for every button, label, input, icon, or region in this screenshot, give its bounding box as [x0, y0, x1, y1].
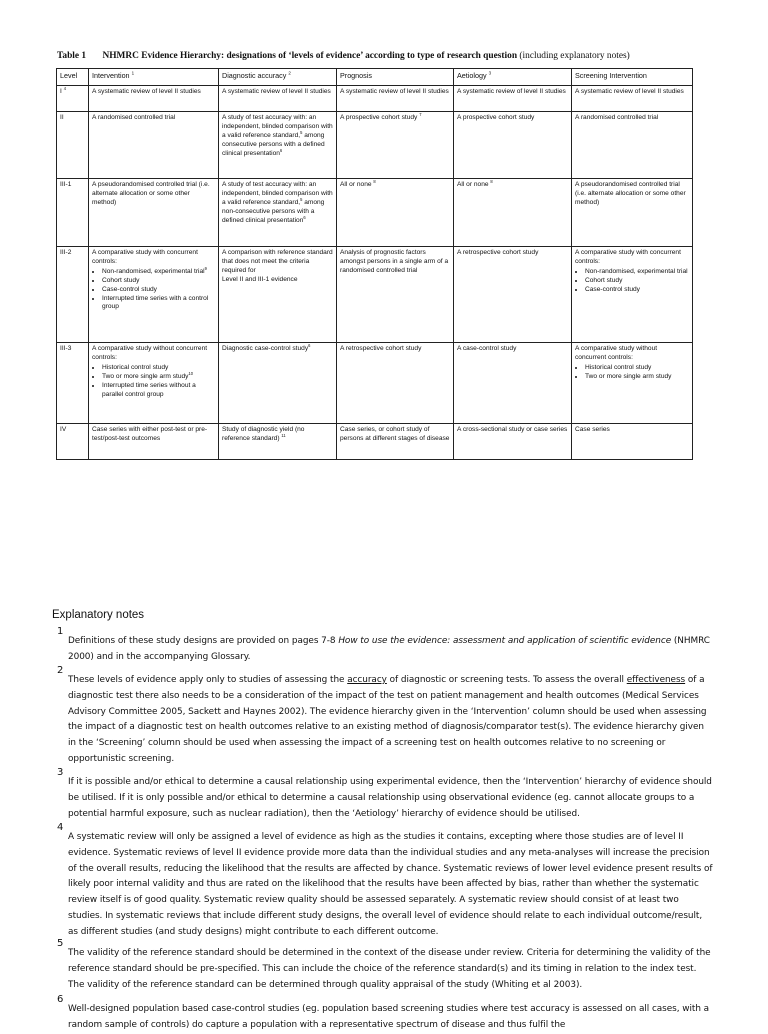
table-row: [57, 424, 693, 460]
cell-intervention: Case series with either post-test or pre-test/post-test outcomes: [89, 424, 219, 460]
cell-level: III-2: [57, 247, 89, 343]
list-item: • Non-randomised, experimental trial$^9$: [102, 268, 215, 277]
list-item: • Case-control study: [102, 286, 215, 295]
cell-aetiology: All or none $^8$: [454, 179, 572, 247]
note-marker: 2: [57, 665, 64, 676]
table-title-suffix: (including explanatory notes): [519, 51, 630, 61]
list-item: • Non-randomised, experimental trial: [585, 268, 689, 277]
explanatory-note-4: 4 A systematic review will only be assigned a level of evidence as high as the studies it contains, excepting where those studies are of level II evidence. Systematic reviews of level II evidence provide more data than the individual studies and any meta-analyses will increase the precision of the overall results, reducing the likelihood that the results are affected by chance. Systematic reviews of lower level evidence present results of likely poor internal validity and thus are rated on the likelihood that the results have been affected by bias, rather than whether the systematic review itself is of good quality. Systematic review quality should be assessed separately. A systematic review should consist of at least two studies. In systematic reviews that include different study designs, the overall level of evidence should relate to each individual outcome/result, as different studies (and study designs) might contribute to each different outcome.: [57, 822, 713, 937]
list-item: • Cohort study: [102, 277, 215, 286]
cell-screening: A comparative study without concurrent controls: • Historical control study • Two or more single arm study: [572, 343, 693, 424]
cell-prognosis: All or none $^8$: [337, 179, 454, 247]
table-row: [57, 343, 693, 424]
table-row: [57, 86, 693, 112]
list-item: • Cohort study: [585, 277, 689, 286]
cell-screening: A pseudorandomised controlled trial (i.e. alternate allocation or some other method): [572, 179, 693, 247]
explanatory-notes-heading: Explanatory notes: [52, 609, 145, 621]
header-screening: Screening Intervention: [572, 69, 693, 86]
evidence-hierarchy-table: [56, 68, 693, 460]
cell-screening: A randomised controlled trial: [572, 112, 693, 179]
cell-level: III-3: [57, 343, 89, 424]
cell-prognosis: Analysis of prognostic factors amongst persons in a single arm of a randomised controlled trial: [337, 247, 454, 343]
cell-prognosis: A systematic review of level II studies: [337, 86, 454, 112]
list-item: • Two or more single arm study$^{10}$: [102, 373, 215, 382]
cell-diagnostic: Diagnostic case-control study$^6$: [219, 343, 337, 424]
list-item: • Two or more single arm study: [585, 373, 689, 382]
cell-intervention: A comparative study without concurrent controls: • Historical control study • Two or more single arm study$^{10}$ • Interrupted time series without a parallel control group: [89, 343, 219, 424]
list-item: • Historical control study: [102, 364, 215, 373]
list-item: • Historical control study: [585, 364, 689, 373]
cell-intervention: A systematic review of level II studies: [89, 86, 219, 112]
table-header-row: [57, 69, 693, 86]
cell-intervention: A randomised controlled trial: [89, 112, 219, 179]
table-row: [57, 112, 693, 179]
cell-diagnostic: A systematic review of level II studies: [219, 86, 337, 112]
cell-prognosis: A retrospective cohort study: [337, 343, 454, 424]
cell-aetiology: A systematic review of level II studies: [454, 86, 572, 112]
list-item: • Interrupted time series without a parallel control group: [102, 382, 215, 400]
table-number: Table 1: [57, 51, 87, 61]
cell-prognosis: Case series, or cohort study of persons at different stages of disease: [337, 424, 454, 460]
table-row: [57, 179, 693, 247]
explanatory-note-5: 5 The validity of the reference standard should be determined in the context of the disease under review. Criteria for determining the validity of the reference standard should be pre-specified. This can include the choice of the reference standard(s) and its timing in relation to the index test. The validity of the reference standard can be determined through quality appraisal of the study (Whiting et al 2003).: [57, 938, 711, 990]
table-row: [57, 247, 693, 343]
cell-aetiology: A case-control study: [454, 343, 572, 424]
explanatory-note-6: 6 Well-designed population based case-control studies (eg. population based screening studies where test accuracy is assessed on all cases, with a random sample of controls) do capture a population with a representative spectrum of disease and thus fulfil the: [57, 994, 710, 1030]
explanatory-note-1: 1 Definitions of these study designs are provided on pages 7-8 How to use the evidence: assessment and application of scientific evidence (NHMRC 2000) and in the accompanying Glossary.: [57, 626, 710, 662]
header-diagnostic-accuracy: Diagnostic accuracy $^2$: [219, 69, 337, 86]
cell-aetiology: A cross-sectional study or case series: [454, 424, 572, 460]
table-title: NHMRC Evidence Hierarchy: designations of ‘levels of evidence’ according to type of research question: [102, 51, 518, 61]
note-marker: 5: [57, 938, 64, 949]
note-marker: 6: [57, 994, 64, 1005]
cell-diagnostic: A comparison with reference standard that does not meet the criteria required for Level II and III-1 evidence: [219, 247, 337, 343]
table-caption: [57, 51, 717, 61]
cell-level: I $^4$: [57, 86, 89, 112]
cell-screening: A systematic review of level II studies: [572, 86, 693, 112]
cell-level: IV: [57, 424, 89, 460]
cell-diagnostic: A study of test accuracy with: an independent, blinded comparison with a valid reference standard,$^5$ among non-consecutive persons with a defined clinical presentation$^6$: [219, 179, 337, 247]
note-marker: 4: [57, 822, 64, 833]
note-marker: 1: [57, 626, 64, 637]
header-prognosis: Prognosis: [337, 69, 454, 86]
cell-aetiology: A prospective cohort study: [454, 112, 572, 179]
cell-level: II: [57, 112, 89, 179]
list-item: • Case-control study: [585, 286, 689, 295]
explanatory-note-2: 2 These levels of evidence apply only to studies of assessing the accuracy of diagnostic or screening tests. To assess the overall effectiveness of a diagnostic test there also needs to be a consideration of the impact of the test on patient management and health outcomes (Medical Services Advisory Committee 2005, Sackett and Haynes 2002). The evidence hierarchy given in the ‘Intervention’ column should be used when assessing the impact of a diagnostic test on health outcomes relative to an existing method of diagnosis/comparator test(s). The evidence hierarchy given in the ‘Screening’ column should be used when assessing the impact of a screening test on health outcomes relative to no screening or opportunistic screening.: [57, 665, 707, 764]
list-item: • Interrupted time series with a control group: [102, 295, 215, 313]
explanatory-note-3: 3 If it is possible and/or ethical to determine a causal relationship using experimental evidence, then the ‘Intervention’ hierarchy of evidence should be utilised. If it is only possible and/or ethical to determine a causal relationship using observational evidence (eg. cannot allocate groups to a potential harmful exposure, such as nuclear radiation), then the ‘Aetiology’ hierarchy of evidence should be utilised.: [57, 767, 712, 819]
header-intervention: Intervention $^1$: [89, 69, 219, 86]
cell-aetiology: A retrospective cohort study: [454, 247, 572, 343]
cell-intervention: A pseudorandomised controlled trial (i.e. alternate allocation or some other method): [89, 179, 219, 247]
cell-prognosis: A prospective cohort study $^7$: [337, 112, 454, 179]
cell-screening: Case series: [572, 424, 693, 460]
note-marker: 3: [57, 767, 64, 778]
cell-intervention: A comparative study with concurrent controls: • Non-randomised, experimental trial$^9$ • Cohort study • Case-control study • Interrupted time series with a control group: [89, 247, 219, 343]
cell-screening: A comparative study with concurrent controls: • Non-randomised, experimental trial • Cohort study • Case-control study: [572, 247, 693, 343]
header-level: Level: [57, 69, 89, 86]
cell-diagnostic: A study of test accuracy with: an independent, blinded comparison with a valid reference standard,$^5$ among consecutive persons with a defined clinical presentation$^6$: [219, 112, 337, 179]
header-aetiology: Aetiology $^3$: [454, 69, 572, 86]
cell-level: III-1: [57, 179, 89, 247]
cell-diagnostic: Study of diagnostic yield (no reference standard) $^{11}$: [219, 424, 337, 460]
